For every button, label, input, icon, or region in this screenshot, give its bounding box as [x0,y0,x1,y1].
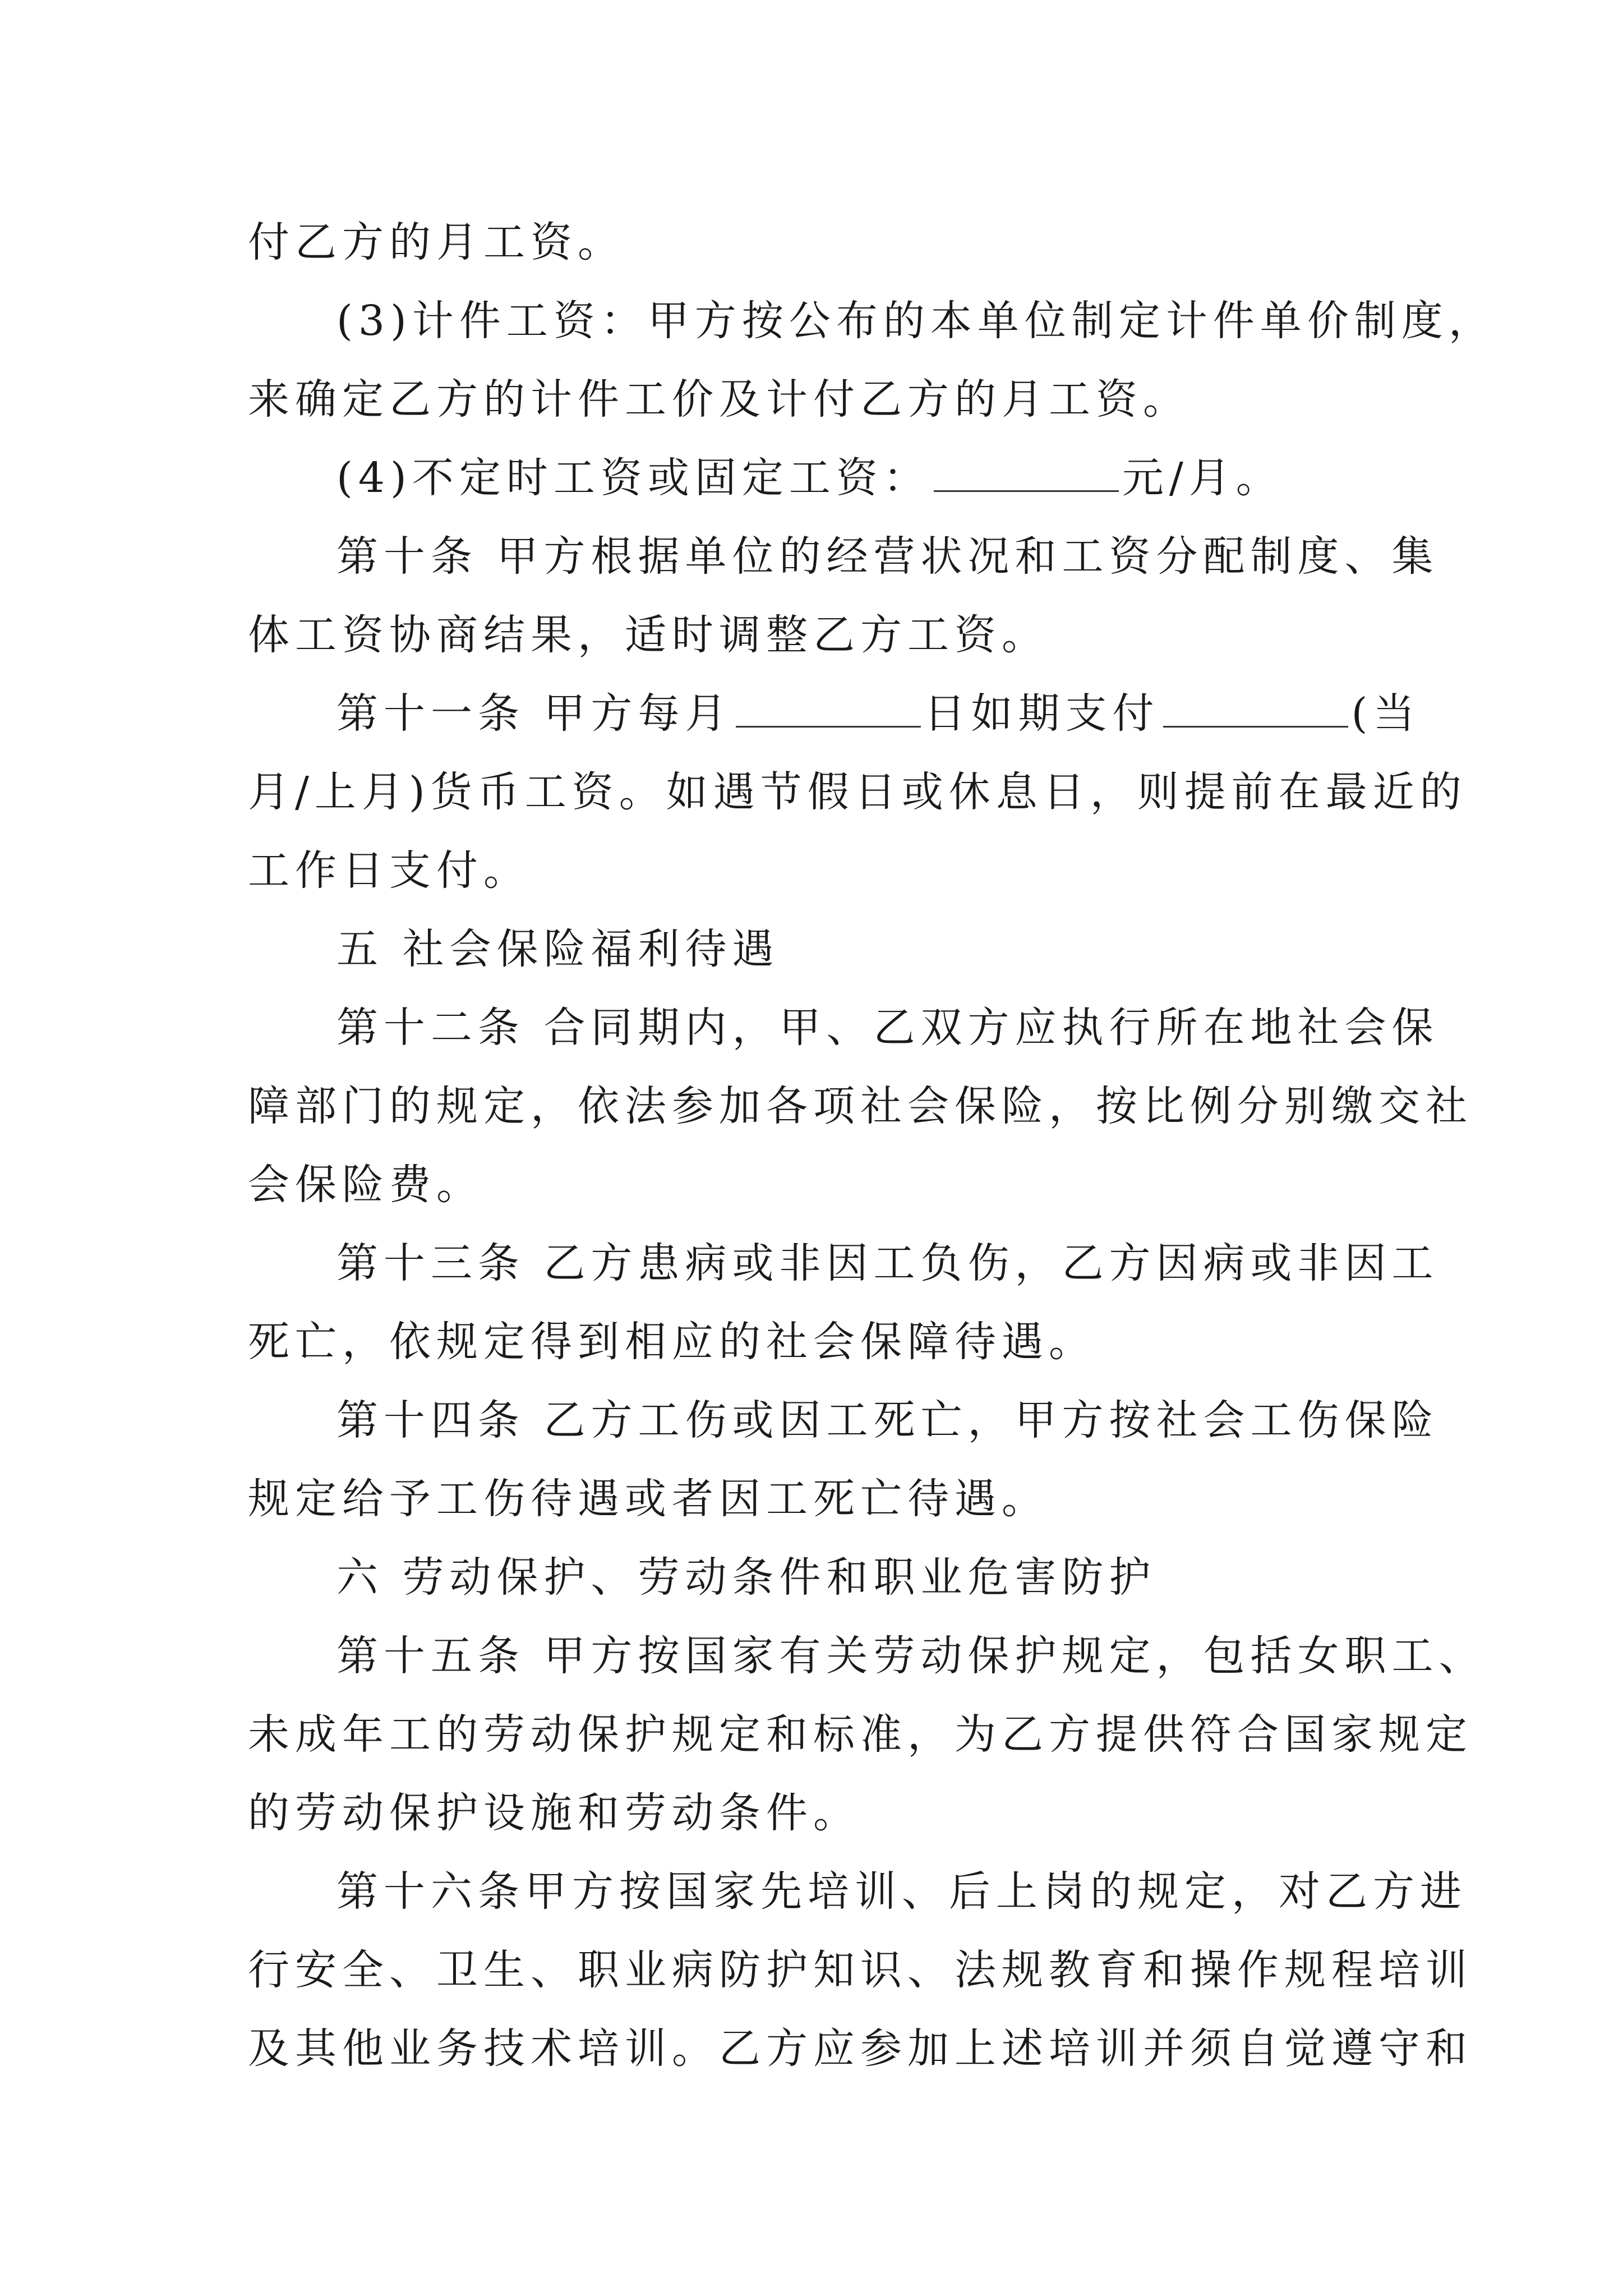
section-heading: 六 劳动保护、劳动条件和职业危害防护 [336,1553,1156,1602]
text-line: 的劳动保护设施和劳动条件。 [248,1789,860,1837]
fill-in-blank [934,488,1119,492]
text-line: 第十四条 乙方工伤或因工死亡，甲方按社会工伤保险 [336,1396,1439,1444]
text-line: 会保险费。 [248,1161,483,1209]
text-fragment: (4)不定时工资或固定工资： [336,454,930,502]
text-line: 障部门的规定，依法参加各项社会保险，按比例分别缴交社 [248,1082,1473,1130]
text-line: 工作日支付。 [248,846,531,895]
section-heading: 五 社会保险福利待遇 [336,925,780,973]
text-line: (3)计件工资：甲方按公布的本单位制定计件单价制度， [336,297,1496,345]
text-line: 规定给予工伤待遇或者因工死亡待遇。 [248,1475,1049,1523]
text-line-with-blank [248,439,1375,517]
text-fragment: 元/月。 [1122,454,1283,502]
document-body [248,203,1496,2088]
text-line: 未成年工的劳动保护规定和标准，为乙方提供符合国家规定 [248,1710,1473,1759]
text-line-with-blank [248,674,1421,753]
text-line: 死亡，依规定得到相应的社会保障待遇。 [248,1318,1096,1366]
text-line: 及其他业务技术培训。乙方应参加上述培训并须自觉遵守和 [248,2024,1473,2073]
text-line: 第十三条 乙方患病或非因工负伤，乙方因病或非因工 [336,1239,1439,1287]
fill-in-blank [1163,724,1348,728]
text-line: 体工资协商结果，适时调整乙方工资。 [248,611,1049,659]
fill-in-blank [736,724,921,728]
text-line: 第十二条 合同期内，甲、乙双方应执行所在地社会保 [336,1004,1439,1052]
text-fragment: 日如期支付 [924,689,1160,738]
text-line: 月/上月)货币工资。如遇节假日或休息日，则提前在最近的 [248,768,1467,816]
text-line: 第十条 甲方根据单位的经营状况和工资分配制度、集 [336,532,1439,581]
text-line: 来确定乙方的计件工价及计付乙方的月工资。 [248,375,1190,424]
text-line: 付乙方的月工资。 [248,218,625,266]
text-fragment: 第十一条 甲方每月 [336,689,732,738]
text-line: 行安全、卫生、职业病防护知识、法规教育和操作规程培训 [248,1946,1473,1994]
text-fragment: (当 [1351,689,1421,738]
text-line: 第十五条 甲方按国家有关劳动保护规定，包括女职工、 [336,1632,1486,1680]
text-line: 第十六条甲方按国家先培训、后上岗的规定，对乙方进 [336,1867,1467,1916]
